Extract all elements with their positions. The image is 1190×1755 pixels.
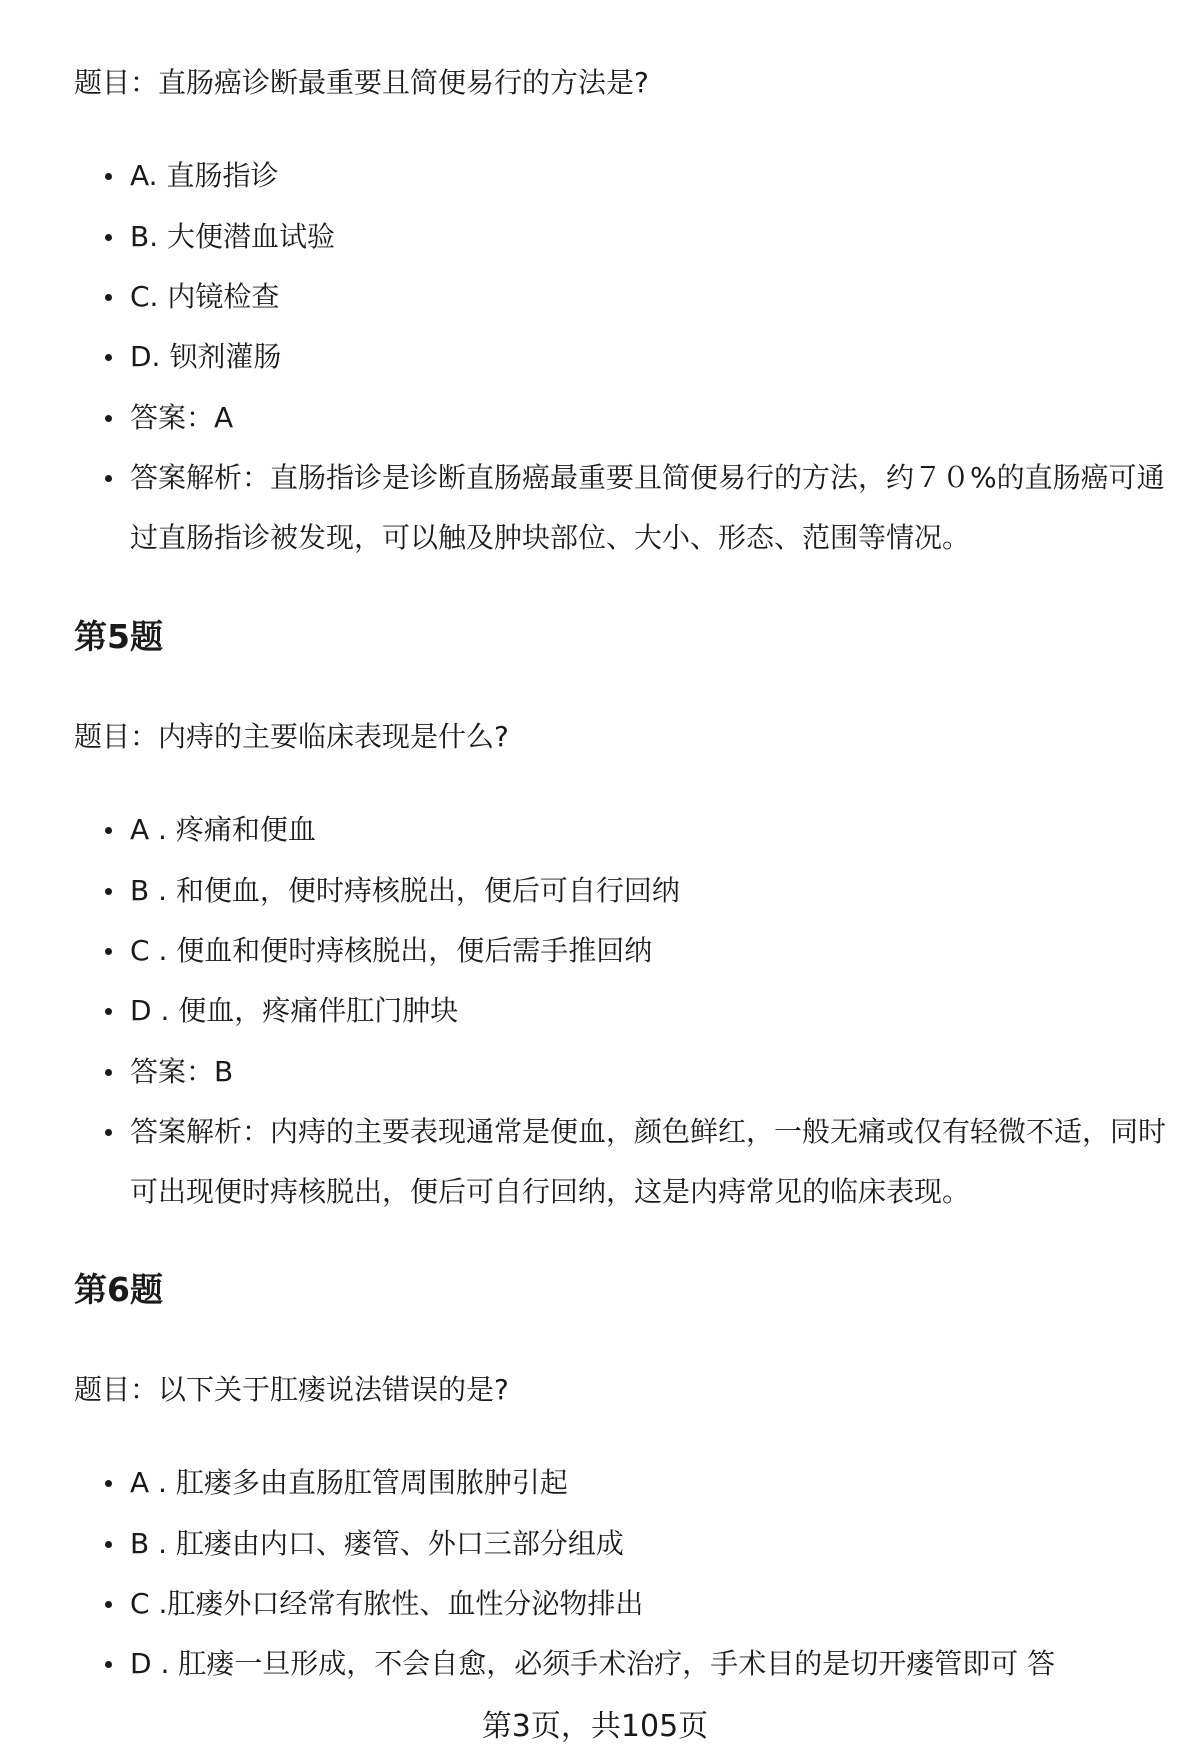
option-a: A . 疼痛和便血 xyxy=(130,800,1170,860)
option-c: C .肛瘘外口经常有脓性、血性分泌物排出 xyxy=(130,1574,1170,1634)
option-d: D . 肛瘘一旦形成，不会自愈，必须手术治疗，手术目的是切开瘘管即可 答 xyxy=(130,1634,1170,1694)
question-6-text: 题目：以下关于肛瘘说法错误的是? xyxy=(74,1373,509,1406)
option-a: A. 直肠指诊 xyxy=(130,146,1170,206)
question-5-heading: 第5题 xyxy=(74,617,163,656)
question-6-heading: 第6题 xyxy=(74,1270,163,1309)
option-c: C . 便血和便时痔核脱出，便后需手推回纳 xyxy=(130,921,1170,981)
answer: 答案：A xyxy=(130,388,1170,448)
option-c: C. 内镜检查 xyxy=(130,267,1170,327)
question-4-text: 题目：直肠癌诊断最重要且简便易行的方法是? xyxy=(74,66,649,99)
option-b: B . 肛瘘由内口、瘘管、外口三部分组成 xyxy=(130,1514,1170,1574)
answer-explanation: 答案解析：直肠指诊是诊断直肠癌最重要且简便易行的方法，约７０%的直肠癌可通过直肠指诊被发现，可以触及肿块部位、大小、形态、范围等情况。 xyxy=(130,448,1170,568)
option-a: A . 肛瘘多由直肠肛管周围脓肿引起 xyxy=(130,1453,1170,1513)
option-d: D. 钡剂灌肠 xyxy=(130,327,1170,387)
answer-explanation: 答案解析：内痔的主要表现通常是便血，颜色鲜红，一般无痛或仅有轻微不适，同时可出现便时痔核脱出，便后可自行回纳，这是内痔常见的临床表现。 xyxy=(130,1102,1170,1222)
option-b: B. 大便潜血试验 xyxy=(130,207,1170,267)
page-footer: 第3页，共105页 xyxy=(481,1709,709,1744)
answer: 答案：B xyxy=(130,1042,1170,1102)
question-5-text: 题目：内痔的主要临床表现是什么? xyxy=(74,720,509,753)
option-b: B . 和便血，便时痔核脱出，便后可自行回纳 xyxy=(130,861,1170,921)
option-d: D . 便血，疼痛伴肛门肿块 xyxy=(130,981,1170,1041)
